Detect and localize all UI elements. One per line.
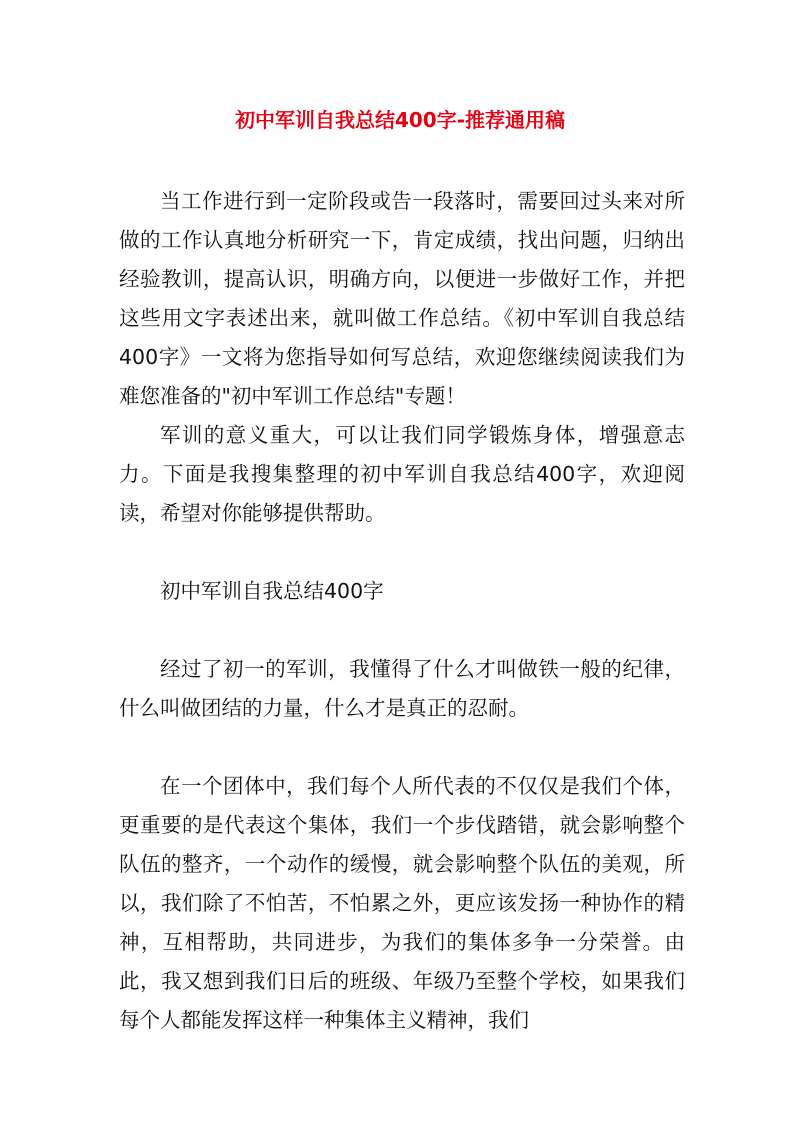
body-paragraph-2: 在一个团体中，我们每个人所代表的不仅仅是我们个体，更重要的是代表这个集体，我们一个步伐踏错，就会影响整个队伍的整齐，一个动作的缓慢，就会影响整个队伍的美观，所以，我们除了不怕苦，不怕累之外，更应该发扬一种协作的精神，互相帮助，共同进步，为我们的集体多争一分荣誉。由此，我又想到我们日后的班级、年级乃至整个学校，如果我们每个人都能发挥这样一种集体主义精神，我们	[119, 774, 685, 1032]
spacer	[119, 728, 685, 767]
document-body	[119, 182, 685, 1040]
document-title: 初中军训自我总结400字-推荐通用稿	[234, 108, 566, 132]
spacer	[119, 533, 685, 572]
body-paragraph-1: 经过了初一的军训，我懂得了什么才叫做铁一般的纪律，什么叫做团结的力量，什么才是真正的忍耐。	[119, 657, 685, 720]
intro-paragraph: 当工作进行到一定阶段或告一段落时，需要回过头来对所做的工作认真地分析研究一下，肯定成绩，找出问题，归纳出经验教训，提高认识，明确方向，以便进一步做好工作，并把这些用文字表述出来，就叫做工作总结。《初中军训自我总结400字》一文将为您指导如何写总结，欢迎您继续阅读我们为难您准备的"初中军训工作总结"专题！	[119, 189, 685, 408]
section-heading: 初中军训自我总结400字	[160, 579, 384, 603]
spacer	[119, 611, 685, 650]
meaning-paragraph: 军训的意义重大，可以让我们同学锻炼身体，增强意志力。下面是我搜集整理的初中军训自我总结400字，欢迎阅读，希望对你能够提供帮助。	[119, 423, 685, 525]
